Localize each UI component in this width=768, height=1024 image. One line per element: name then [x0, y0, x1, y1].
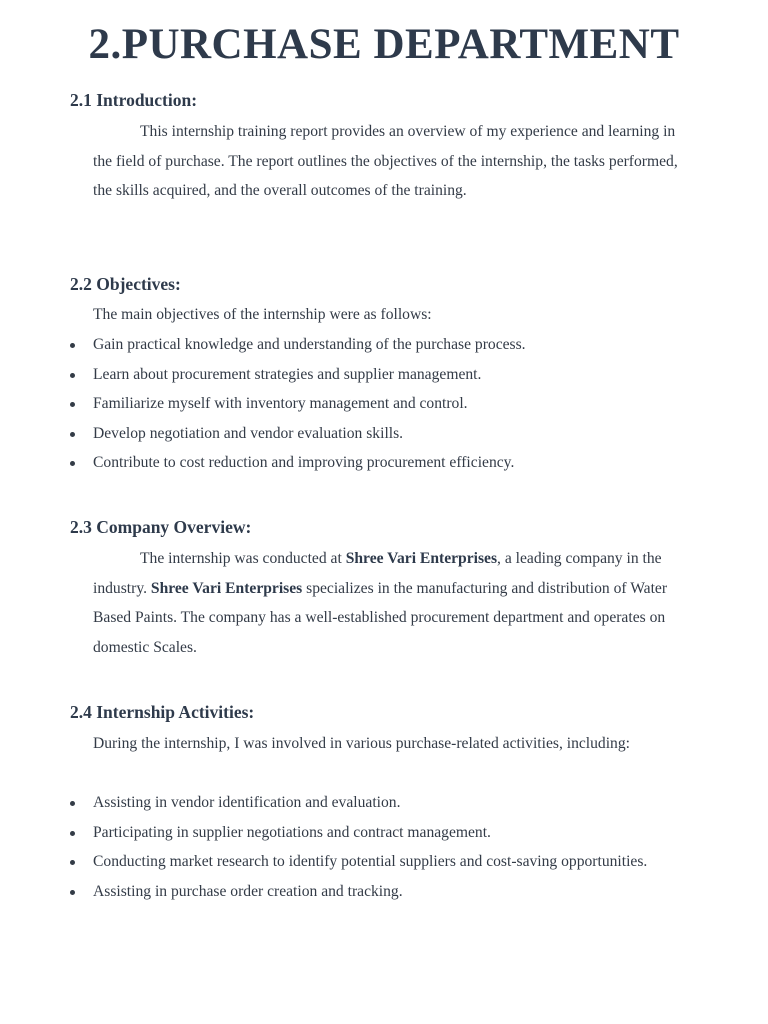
page-title: 2.PURCHASE DEPARTMENT [88, 21, 680, 68]
bullet-icon [70, 860, 75, 865]
bullet-icon [70, 461, 75, 466]
objectives-list [0, 330, 768, 478]
list-item [0, 360, 673, 390]
introduction-paragraph: This internship training report provides an overview of my experience and learning in the field of purchase. The report outlines the objectives of the internship, the tasks performed, the skills acquired, and the overall outcomes of the training. [93, 123, 678, 199]
list-item-text: Learn about procurement strategies and supplier management. [93, 365, 482, 383]
bullet-icon [70, 343, 75, 348]
bullet-icon [70, 801, 75, 806]
company-overview-text: The internship was conducted at [140, 550, 346, 567]
list-item-text: Gain practical knowledge and understanding of the purchase process. [93, 336, 526, 353]
list-item [0, 847, 673, 877]
bullet-icon [70, 432, 75, 437]
company-name: Shree Vari Enterprises [150, 579, 303, 597]
list-item-text: Participating in supplier negotiations and contract management. [93, 823, 491, 841]
internship-activities-list [0, 788, 768, 906]
bullet-icon [70, 373, 75, 378]
internship-activities-lead: During the internship, I was involved in various purchase-related activities, including: [93, 735, 630, 752]
list-item-text: Contribute to cost reduction and improving procurement efficiency. [93, 454, 515, 471]
bullet-icon [70, 831, 75, 836]
list-item [0, 818, 673, 848]
objectives-lead: The main objectives of the internship were as follows: [93, 306, 432, 323]
list-item-text: Assisting in purchase order creation and tracking. [93, 882, 403, 900]
list-item [0, 877, 673, 907]
list-item [0, 419, 673, 449]
bullet-icon [70, 402, 75, 407]
bullet-icon [70, 890, 75, 895]
section-heading-introduction: 2.1 Introduction: [70, 90, 198, 110]
company-overview-text: , a leading company in the industry. [93, 550, 662, 597]
list-item [0, 788, 673, 818]
company-overview-text: specializes in the manufacturing and distribution of Water Based Paints. The company has a well-established procurement department and operates on domestic Scales. [93, 579, 668, 656]
section-heading-objectives: 2.2 Objectives: [70, 274, 181, 294]
list-item-text: Familiarize myself with inventory management and control. [93, 395, 468, 412]
list-item [0, 448, 673, 478]
company-overview-paragraph [93, 544, 683, 662]
list-item-text: Assisting in vendor identification and evaluation. [93, 794, 401, 811]
list-item [0, 330, 673, 360]
list-item [0, 389, 673, 419]
section-heading-company-overview: 2.3 Company Overview: [70, 517, 252, 537]
list-item-text: Conducting market research to identify potential suppliers and cost-saving opportunities. [93, 853, 648, 870]
section-heading-internship-activities: 2.4 Internship Activities: [70, 702, 255, 722]
company-name: Shree Vari Enterprises [345, 550, 498, 567]
list-item-text: Develop negotiation and vendor evaluation skills. [93, 424, 404, 442]
